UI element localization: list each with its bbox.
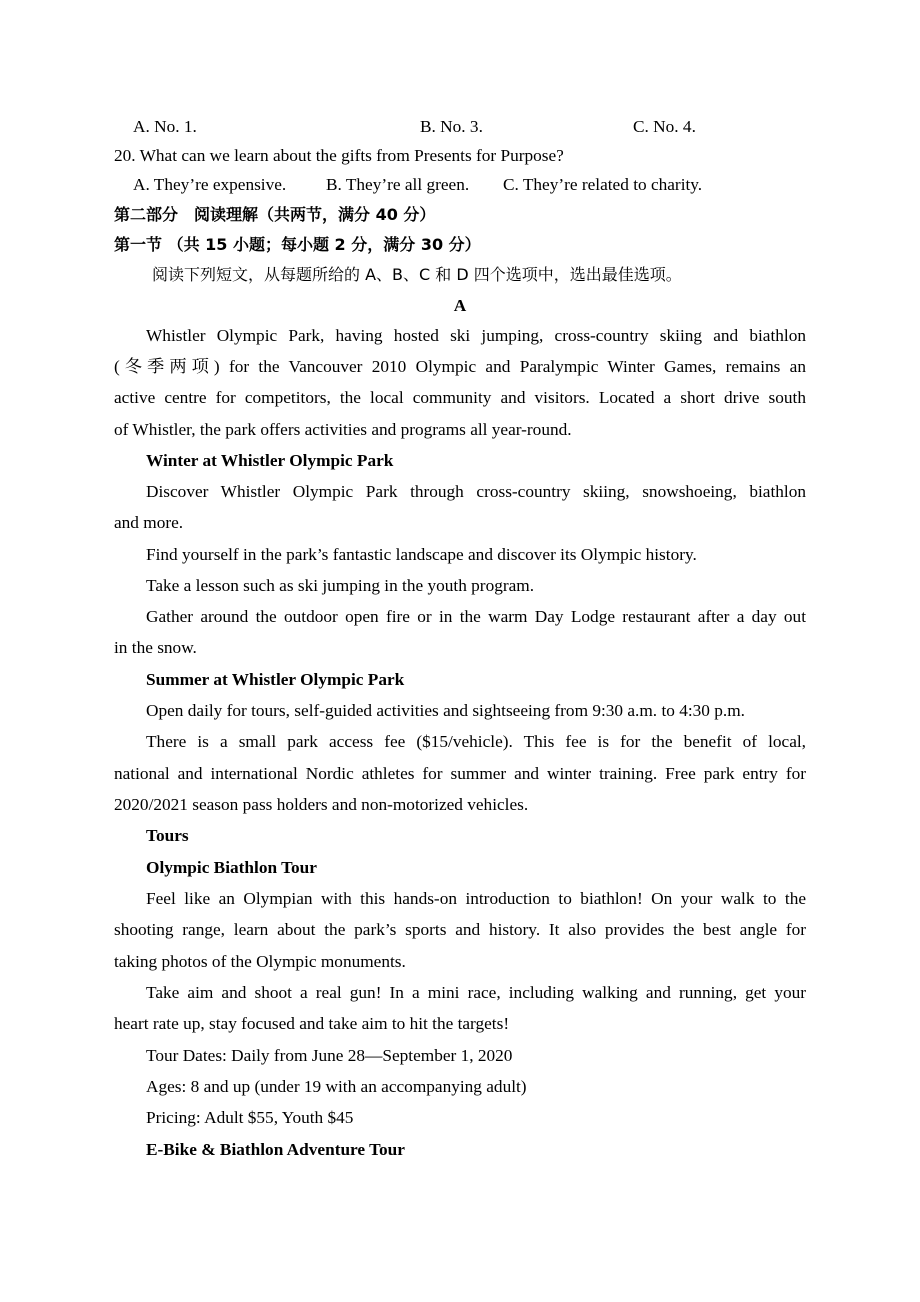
- tour1-line-4: Take aim and shoot a real gun! In a mini race, including walking and running, get your: [146, 983, 806, 1002]
- intro-line-2: (冬季两项) for the Vancouver 2010 Olympic and Paralympic Winter Games, remains an: [114, 357, 806, 376]
- tour1-line-1: Feel like an Olympian with this hands-on introduction to biathlon! On your walk to the: [146, 889, 806, 908]
- summer-line-2: There is a small park access fee ($15/vehicle). This fee is for the benefit of local,: [146, 732, 806, 751]
- winter-line-3: Find yourself in the park’s fantastic landscape and discover its Olympic history.: [146, 545, 697, 564]
- passage-label: A: [453, 296, 467, 315]
- q19-option-c: C. No. 4.: [633, 117, 696, 136]
- q20-option-a: A. They’re expensive.: [133, 175, 287, 194]
- winter-line-5: Gather around the outdoor open fire or in the warm Day Lodge restaurant after a day out: [146, 607, 806, 626]
- winter-line-2: and more.: [114, 513, 184, 532]
- q20-option-b: B. They’re all green.: [326, 175, 470, 194]
- intro-line-1: Whistler Olympic Park, having hosted ski jumping, cross-country skiing and biathlon: [146, 326, 806, 345]
- intro-line-4: of Whistler, the park offers activities and programs all year-round.: [114, 420, 572, 439]
- intro-line-3: active centre for competitors, the local community and visitors. Located a short drive south: [114, 388, 806, 407]
- winter-line-4: Take a lesson such as ski jumping in the youth program.: [146, 576, 535, 595]
- summer-heading: Summer at Whistler Olympic Park: [146, 670, 405, 689]
- instruction: 阅读下列短文，从每题所给的 A、B、C 和 D 四个选项中，选出最佳选项。: [152, 265, 682, 284]
- tour1-line-3: taking photos of the Olympic monuments.: [114, 952, 406, 971]
- tour1-line-2: shooting range, learn about the park’s sports and history. It also provides the best angle for: [114, 920, 806, 939]
- q20-option-c: C. They’re related to charity.: [503, 175, 703, 194]
- tour1-line-5: heart rate up, stay focused and take aim to hit the targets!: [114, 1014, 510, 1033]
- tour2-heading: E-Bike & Biathlon Adventure Tour: [146, 1140, 405, 1159]
- summer-line-3: national and international Nordic athletes for summer and winter training. Free park entry for: [114, 764, 806, 783]
- q19-option-a: A. No. 1.: [133, 117, 197, 136]
- tour1-dates: Tour Dates: Daily from June 28—September 1, 2020: [146, 1046, 513, 1065]
- winter-heading: Winter at Whistler Olympic Park: [146, 451, 394, 470]
- section1-title: 第一节 （共 15 小题；每小题 2 分，满分 30 分）: [114, 235, 481, 254]
- q19-option-b: B. No. 3.: [420, 117, 483, 136]
- tours-heading: Tours: [146, 826, 189, 845]
- part2-title: 第二部分 阅读理解（共两节，满分 40 分）: [114, 205, 436, 224]
- summer-line-4: 2020/2021 season pass holders and non-motorized vehicles.: [114, 795, 529, 814]
- tour1-ages: Ages: 8 and up (under 19 with an accompanying adult): [146, 1077, 527, 1096]
- summer-line-1: Open daily for tours, self-guided activities and sightseeing from 9:30 a.m. to 4:30 p.m.: [146, 701, 745, 720]
- q20-question: 20. What can we learn about the gifts from Presents for Purpose?: [114, 146, 564, 165]
- winter-line-1: Discover Whistler Olympic Park through cross-country skiing, snowshoeing, biathlon: [146, 482, 806, 501]
- winter-line-6: in the snow.: [114, 638, 197, 657]
- tour1-pricing: Pricing: Adult $55, Youth $45: [146, 1108, 354, 1127]
- tour1-heading: Olympic Biathlon Tour: [146, 858, 317, 877]
